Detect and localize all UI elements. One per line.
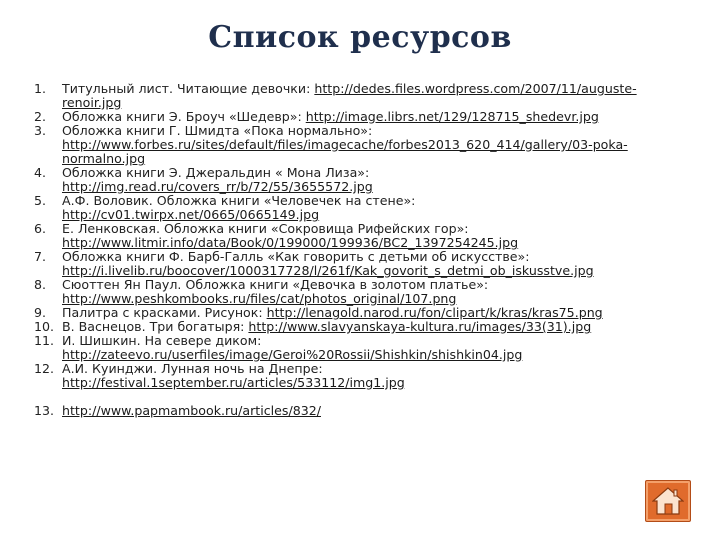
resource-link[interactable]: http://www.forbes.ru/sites/default/files/imagecache/forbes2013_620_414/gallery/03-poka- bbox=[62, 137, 628, 152]
resource-link[interactable]: renoir.jpg bbox=[62, 95, 122, 110]
item-text: В. Васнецов. Три богатыря: bbox=[62, 319, 249, 334]
item-text: И. Шишкин. На севере диком: bbox=[62, 333, 262, 348]
list-item bbox=[34, 82, 664, 110]
item-number: 7. bbox=[34, 249, 47, 264]
page-title: Список ресурсов bbox=[208, 20, 512, 55]
resource-link[interactable]: http://www.litmir.info/data/Book/0/199000/199936/BC2_1397254245.jpg bbox=[62, 235, 519, 250]
list-item bbox=[34, 124, 664, 166]
resource-link[interactable]: normalno.jpg bbox=[62, 151, 146, 166]
resource-link[interactable]: http://lenagold.narod.ru/fon/clipart/k/kras/kras75.png bbox=[266, 305, 603, 320]
list-item bbox=[34, 194, 664, 222]
item-number: 13. bbox=[34, 403, 55, 418]
item-text: Обложка книги Э. Джеральдин « Мона Лиза»: bbox=[62, 165, 370, 180]
list-item bbox=[34, 222, 664, 250]
resource-link[interactable]: http://cv01.twirpx.net/0665/0665149.jpg bbox=[62, 207, 320, 222]
item-number: 4. bbox=[34, 165, 47, 180]
resource-link[interactable]: http://img.read.ru/covers_rr/b/72/55/3655572.jpg bbox=[62, 179, 373, 194]
resource-link[interactable]: http://i.livelib.ru/boocover/1000317728/l/261f/Kak_govorit_s_detmi_ob_iskusstve.jpg bbox=[62, 263, 594, 278]
item-text: Е. Ленковская. Обложка книги «Сокровища Рифейских гор»: bbox=[62, 221, 469, 236]
item-text: Обложка книги Г. Шмидта «Пока нормально»: bbox=[62, 123, 373, 138]
list-item bbox=[34, 278, 664, 306]
item-number: 9. bbox=[34, 305, 47, 320]
resource-link[interactable]: http://image.librs.net/129/128715_shedevr.jpg bbox=[305, 109, 599, 124]
resource-list bbox=[34, 82, 664, 418]
item-number: 2. bbox=[34, 109, 47, 124]
resource-link[interactable]: http://www.papmambook.ru/articles/832/ bbox=[62, 403, 321, 418]
item-number: 3. bbox=[34, 123, 47, 138]
resource-link[interactable]: http://dedes.files.wordpress.com/2007/11/auguste- bbox=[314, 81, 637, 96]
list-item bbox=[34, 110, 664, 124]
resource-link[interactable]: http://festival.1september.ru/articles/533112/img1.jpg bbox=[62, 375, 405, 390]
item-number: 1. bbox=[34, 81, 47, 96]
list-item bbox=[34, 334, 664, 362]
item-number: 12. bbox=[34, 361, 55, 376]
home-icon bbox=[652, 486, 684, 516]
item-number: 6. bbox=[34, 221, 47, 236]
item-number: 10. bbox=[34, 319, 55, 334]
item-text: Палитра с красками. Рисунок: bbox=[62, 305, 267, 320]
list-item bbox=[34, 166, 664, 194]
list-item bbox=[34, 250, 664, 278]
item-text: Обложка книги Ф. Барб-Галль «Как говорить с детьми об искусстве»: bbox=[62, 249, 530, 264]
home-button[interactable] bbox=[645, 480, 691, 522]
item-text: Сюоттен Ян Паул. Обложка книги «Девочка в золотом платье»: bbox=[62, 277, 489, 292]
item-number: 8. bbox=[34, 277, 47, 292]
resource-link[interactable]: http://www.peshkombooks.ru/files/cat/photos_original/107.png bbox=[62, 291, 457, 306]
item-text: А.Ф. Воловик. Обложка книги «Человечек на стене»: bbox=[62, 193, 416, 208]
resource-link[interactable]: http://zateevo.ru/userfiles/image/Geroi%20Rossii/Shishkin/shishkin04.jpg bbox=[62, 347, 523, 362]
list-item bbox=[34, 362, 664, 390]
list-item bbox=[34, 404, 664, 418]
item-text: Титульный лист. Читающие девочки: bbox=[62, 81, 315, 96]
item-number: 5. bbox=[34, 193, 47, 208]
item-number: 11. bbox=[34, 333, 55, 348]
item-text: А.И. Куинджи. Лунная ночь на Днепре: bbox=[62, 361, 323, 376]
item-text: Обложка книги Э. Броуч «Шедевр»: bbox=[62, 109, 306, 124]
list-item bbox=[34, 320, 664, 334]
resource-link[interactable]: http://www.slavyanskaya-kultura.ru/images/33(31).jpg bbox=[248, 319, 592, 334]
list-item bbox=[34, 306, 664, 320]
